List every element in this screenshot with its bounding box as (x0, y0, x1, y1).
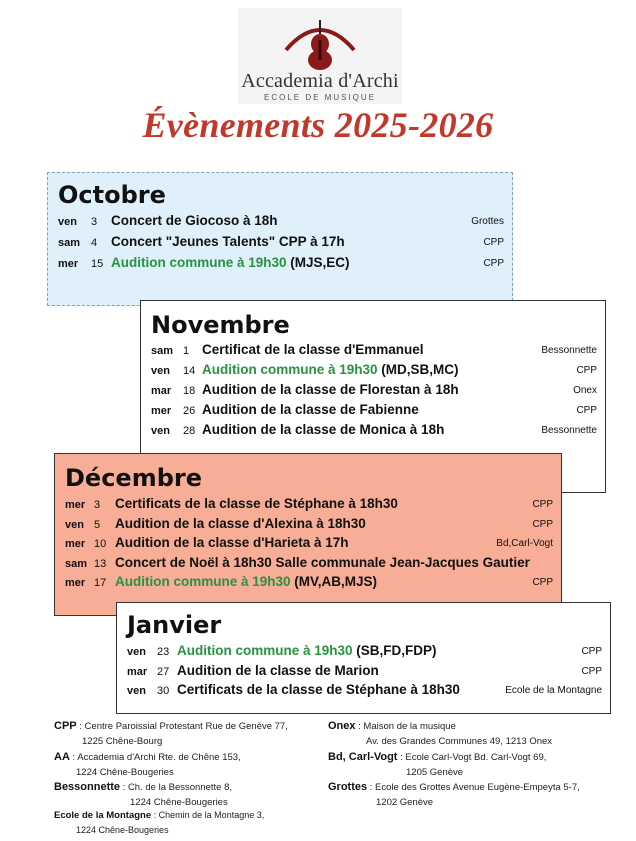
event-row (48, 213, 512, 233)
event-day: mer (65, 577, 86, 589)
event-day: mar (127, 665, 148, 678)
event-text: Certificat de la classe d'Emmanuel (202, 342, 424, 357)
event-row (55, 516, 561, 536)
event-text: Audition de la classe de Monica à 18h (202, 422, 445, 437)
event-text: Audition de la classe de Fabienne (202, 402, 419, 417)
event-date: 3 (94, 499, 101, 511)
logo-name: Accademia d'Archi (241, 70, 399, 92)
event-title (202, 362, 459, 377)
event-location: Bessonnette (541, 345, 597, 356)
event-text: Concert de Noël à 18h30 Salle communale Jean-Jacques Gautier (115, 554, 530, 570)
event-row (55, 574, 561, 594)
event-text: Certificats de la classe de Stéphane à 18h30 (115, 496, 398, 511)
event-title (115, 535, 349, 550)
legend-bessonnette (54, 780, 232, 810)
event-title (115, 555, 530, 570)
january-box (116, 602, 611, 714)
december-box (54, 453, 562, 616)
event-date: 26 (183, 405, 196, 417)
event-title (177, 663, 379, 678)
legend-text: : Ch. de la Bessonnette 8, (122, 782, 232, 793)
event-title (115, 496, 398, 511)
legend-text: 1225 Chêne-Bourg (82, 736, 163, 747)
event-date: 13 (94, 557, 107, 570)
event-text: Audition de la classe de Florestan à 18h (202, 382, 459, 397)
legend-carl-vogt (328, 750, 546, 780)
event-text: (MV,AB,MJS) (290, 574, 378, 589)
logo (238, 8, 402, 104)
legend-text: : Maison de la musique (358, 721, 456, 732)
event-row (55, 555, 561, 575)
legend-key: AA (54, 751, 70, 763)
event-day: ven (65, 518, 84, 531)
page-title: Évènements 2025-2026 (142, 105, 494, 145)
event-date: 18 (183, 385, 196, 397)
event-highlight: Audition commune à 19h30 (177, 643, 353, 658)
event-day: sam (58, 237, 81, 249)
event-title (177, 682, 460, 697)
event-title (111, 234, 345, 249)
violin-logo-icon (280, 16, 360, 70)
event-title (115, 574, 377, 589)
event-row (55, 496, 561, 516)
event-text: Audition de la classe d'Alexina à 18h30 (115, 515, 366, 531)
event-row (117, 682, 610, 702)
event-highlight: Audition commune à 19h30 (202, 362, 378, 377)
event-date: 3 (91, 216, 98, 228)
legend-key: CPP (54, 720, 77, 732)
event-title (202, 402, 419, 417)
event-text: Certificats de la classe de Stéphane à 18h30 (177, 682, 460, 697)
month-title-november: Novembre (151, 311, 290, 339)
legend-text: 1202 Genève (376, 797, 434, 808)
logo-subtitle: ECOLE DE MUSIQUE (263, 93, 376, 102)
event-title (202, 422, 444, 437)
event-day: mer (151, 405, 172, 417)
event-date: 17 (94, 577, 107, 589)
event-text: Concert "Jeunes Talents" CPP à 17h (111, 234, 345, 249)
event-text: Concert de Giocoso à 18h (111, 213, 278, 228)
legend-key: Bessonnette (54, 781, 121, 793)
event-date: 5 (94, 518, 101, 531)
event-highlight: Audition commune à 19h30 (115, 574, 291, 589)
event-row (48, 255, 512, 275)
event-location: CPP (532, 577, 553, 588)
legend-key: Onex (328, 720, 356, 732)
event-title (202, 382, 459, 397)
month-title-january: Janvier (127, 611, 222, 639)
event-day: ven (127, 685, 146, 697)
event-row (55, 535, 561, 555)
event-text: (SB,FD,FDP) (352, 643, 437, 658)
event-day: ven (58, 216, 77, 228)
event-location: Bessonnette (541, 425, 597, 436)
event-date: 27 (157, 665, 170, 678)
event-date: 15 (91, 258, 104, 270)
legend-onex (328, 719, 552, 749)
event-location: CPP (576, 365, 597, 376)
event-text: (MJS,EC) (286, 255, 350, 270)
event-day: mer (65, 499, 86, 511)
legend-key: Grottes (328, 781, 368, 793)
event-location: CPP (581, 665, 602, 677)
event-day: ven (127, 646, 146, 658)
month-title-december: Décembre (65, 464, 203, 492)
event-location: Ecole de la Montagne (505, 685, 602, 696)
event-row (141, 362, 605, 382)
event-text: (MD,SB,MC) (377, 362, 459, 377)
legend-text: : Ecole Carl-Vogt Bd. Carl-Vogt 69, (400, 752, 547, 763)
event-location: CPP (532, 518, 553, 530)
month-title-october: Octobre (58, 181, 166, 209)
legend-key: Ecole de la Montagne (54, 810, 152, 821)
event-title (111, 255, 350, 270)
event-day: sam (65, 557, 88, 570)
legend-text: 1224 Chêne-Bougeries (130, 797, 228, 808)
legend-montagne (54, 808, 264, 838)
event-row (141, 382, 605, 402)
event-location: CPP (483, 237, 504, 248)
legend-text: 1205 Genève (406, 767, 464, 778)
event-day: ven (151, 365, 170, 377)
event-row (141, 402, 605, 422)
legend-aa (54, 750, 241, 780)
legend-text: Av. des Grandes Communes 49, 1213 Onex (366, 736, 553, 747)
event-title (115, 516, 366, 531)
event-date: 14 (183, 365, 196, 377)
event-day: sam (151, 345, 174, 357)
event-title (111, 213, 278, 228)
event-date: 30 (157, 685, 170, 697)
legend-text: : Ecole des Grottes Avenue Eugène-Empeyta 5-7, (369, 782, 580, 793)
event-title (177, 643, 437, 658)
legend-text: : Accademia d'Archi Rte. de Chêne 153, (72, 752, 241, 763)
event-row (141, 342, 605, 362)
event-date: 1 (183, 345, 190, 357)
event-date: 4 (91, 237, 98, 249)
event-day: ven (151, 425, 170, 437)
event-row (117, 663, 610, 683)
event-location: Bd,Carl-Vogt (496, 538, 553, 549)
event-location: Grottes (471, 216, 504, 227)
event-date: 10 (94, 538, 107, 550)
event-row (48, 234, 512, 254)
event-date: 23 (157, 646, 170, 658)
event-location: Onex (573, 385, 597, 396)
event-date: 28 (183, 425, 196, 437)
event-text: Audition de la classe de Marion (177, 662, 379, 678)
event-title (202, 342, 424, 357)
legend-text: : Centre Paroissial Protestant Rue de Genève 77, (79, 721, 288, 732)
event-day: mar (151, 385, 172, 397)
event-row (141, 422, 605, 442)
event-location: CPP (576, 405, 597, 416)
event-location: CPP (532, 499, 553, 510)
event-day: mer (58, 258, 79, 270)
event-row (117, 643, 610, 663)
event-highlight: Audition commune à 19h30 (111, 255, 287, 270)
legend-text: 1224 Chêne-Bougeries (76, 767, 174, 778)
legend-text: 1224 Chêne-Bougeries (76, 825, 169, 835)
event-text: Audition de la classe d'Harieta à 17h (115, 535, 349, 550)
legend-cpp (54, 719, 288, 749)
legend-text: : Chemin de la Montagne 3, (153, 810, 265, 820)
event-location: CPP (581, 646, 602, 657)
legend-grottes (328, 780, 580, 810)
legend-key: Bd, Carl-Vogt (328, 751, 398, 763)
event-day: mer (65, 538, 86, 550)
october-box (47, 172, 513, 306)
event-location: CPP (483, 258, 504, 269)
